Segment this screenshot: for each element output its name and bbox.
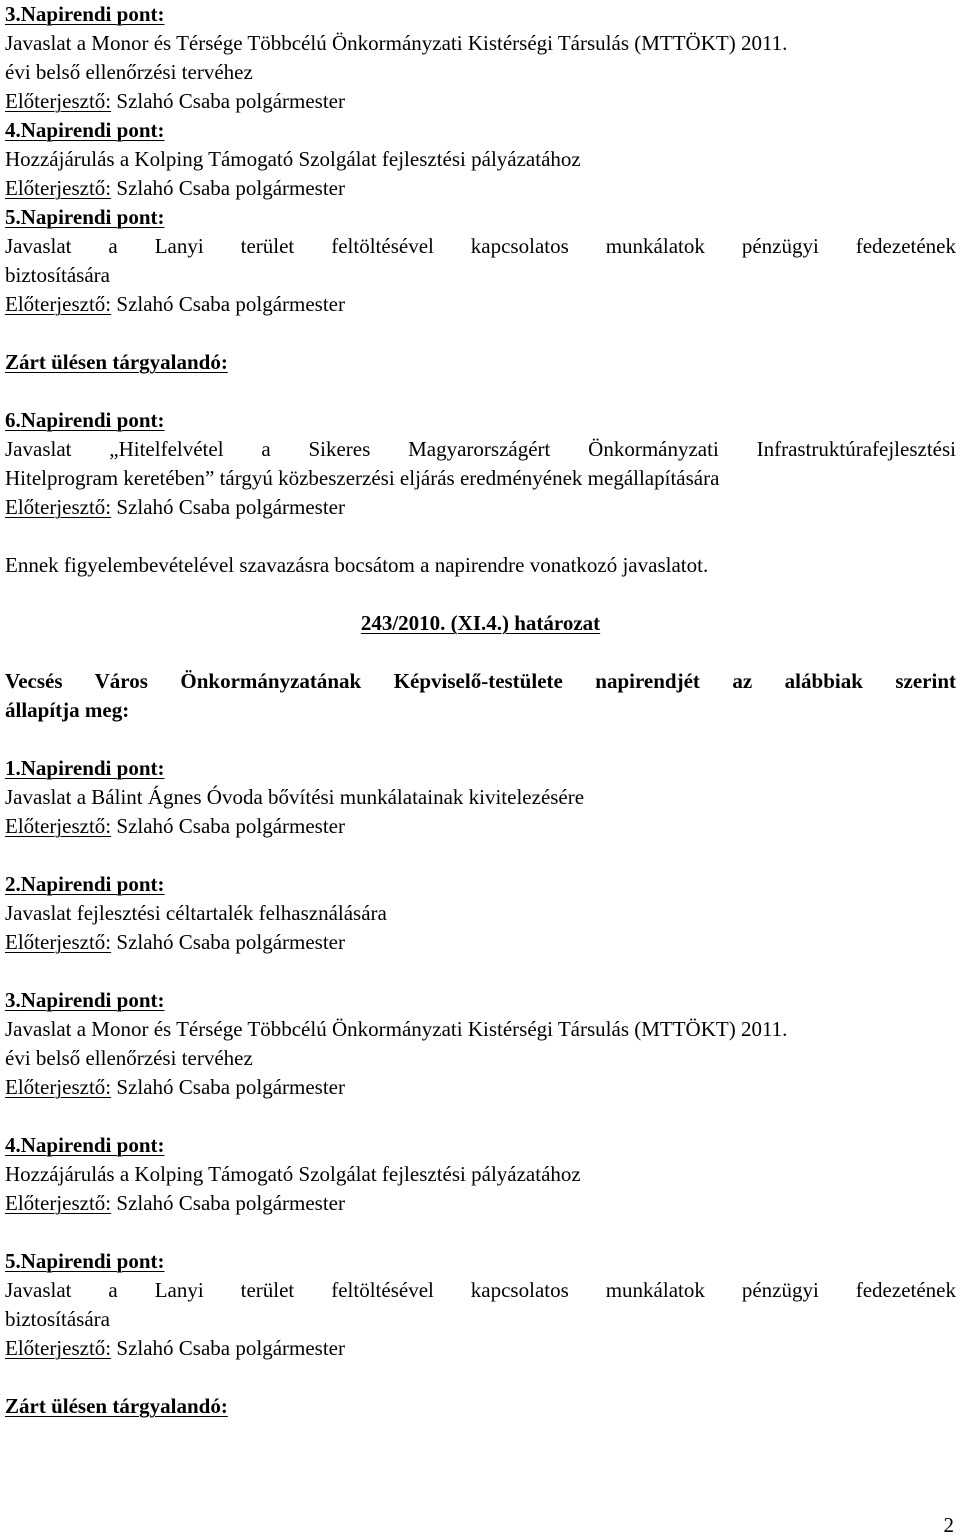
presenter-line [5, 812, 956, 841]
presenter-line [5, 1073, 956, 1102]
agenda-item-heading [5, 116, 956, 145]
presenter-line [5, 1334, 956, 1363]
agenda-item-text-line: Javaslat a Lanyi terület feltöltésével kapcsolatos munkálatok pénzügyi fedezetének [5, 234, 956, 258]
agenda-item-number: 3. [5, 2, 21, 26]
spacer [5, 1102, 956, 1131]
agenda-item-heading-text: Napirendi pont: [20, 988, 165, 1012]
presenter-label: Előterjesztő: [5, 292, 112, 316]
agenda-item-text-line: Hitelprogram keretében” tárgyú közbeszerzési eljárás eredményének megállapítására [5, 466, 720, 490]
agenda-item-heading-text: Napirendi pont: [20, 2, 165, 26]
resolution-title [5, 609, 956, 638]
spacer [5, 319, 956, 348]
agenda-item-5 [5, 1247, 956, 1363]
agenda-item-text-line: Javaslat „Hitelfelvétel a Sikeres Magyarországért Önkormányzati Infrastruktúrafejlesztési [5, 437, 956, 461]
agenda-item-1 [5, 754, 956, 841]
agenda-item-text-line: Javaslat a Bálint Ágnes Óvoda bővítési munkálatainak kivitelezésére [5, 785, 585, 809]
presenter-name: Szlahó Csaba polgármester [111, 1191, 345, 1215]
agenda-item-number: 1. [5, 756, 21, 780]
agenda-item-text-line: Hozzájárulás a Kolping Támogató Szolgálat fejlesztési pályázatához [5, 147, 581, 171]
presenter-line [5, 174, 956, 203]
agenda-item-heading-text: Napirendi pont: [20, 756, 165, 780]
presenter-label: Előterjesztő: [5, 176, 112, 200]
agenda-item-heading-text: Napirendi pont: [20, 205, 165, 229]
agenda-item-text-line: Javaslat a Monor és Térsége Többcélú Önkormányzati Kistérségi Társulás (MTTÖKT) 2011. [5, 1017, 788, 1041]
presenter-label: Előterjesztő: [5, 1191, 112, 1215]
presenter-name: Szlahó Csaba polgármester [111, 1336, 345, 1360]
agenda-item-6 [5, 406, 956, 522]
presenter-line [5, 290, 956, 319]
presenter-line [5, 928, 956, 957]
presenter-line [5, 493, 956, 522]
agenda-item-text-line: évi belső ellenőrzési tervéhez [5, 1046, 253, 1070]
presenter-label: Előterjesztő: [5, 930, 112, 954]
agenda-item-heading-text: Napirendi pont: [20, 118, 165, 142]
presenter-line [5, 87, 956, 116]
agenda-item-number: 4. [5, 118, 21, 142]
agenda-item-text-line: évi belső ellenőrzési tervéhez [5, 60, 253, 84]
presenter-name: Szlahó Csaba polgármester [111, 292, 345, 316]
agenda-item-heading-text: Napirendi pont: [20, 1249, 165, 1273]
agenda-item-4 [5, 1131, 956, 1218]
presenter-name: Szlahó Csaba polgármester [111, 1075, 345, 1099]
agenda-item-text-line: Javaslat a Monor és Térsége Többcélú Önkormányzati Kistérségi Társulás (MTTÖKT) 2011. [5, 31, 788, 55]
agenda-item-text-line: Javaslat a Lanyi terület feltöltésével kapcsolatos munkálatok pénzügyi fedezetének [5, 1278, 956, 1302]
agenda-item-number: 2. [5, 872, 21, 896]
spacer [5, 957, 956, 986]
presenter-line [5, 1189, 956, 1218]
agenda-item-heading [5, 406, 956, 435]
agenda-item-heading [5, 1247, 956, 1276]
presenter-label: Előterjesztő: [5, 814, 112, 838]
resolution-intro-line: állapítja meg: [5, 698, 130, 722]
spacer [5, 1218, 956, 1247]
agenda-item-text-line: Hozzájárulás a Kolping Támogató Szolgálat fejlesztési pályázatához [5, 1162, 581, 1186]
spacer [5, 522, 956, 551]
presenter-label: Előterjesztő: [5, 89, 112, 113]
presenter-name: Szlahó Csaba polgármester [111, 930, 345, 954]
agenda-item-3 [5, 986, 956, 1102]
agenda-item-2 [5, 870, 956, 957]
agenda-item-heading [5, 986, 956, 1015]
spacer [5, 725, 956, 754]
agenda-item-intro-3 [5, 0, 956, 116]
agenda-item-number: 4. [5, 1133, 21, 1157]
agenda-item-heading [5, 203, 956, 232]
presenter-name: Szlahó Csaba polgármester [111, 495, 345, 519]
presenter-label: Előterjesztő: [5, 495, 112, 519]
resolution-intro [5, 667, 956, 725]
presenter-name: Szlahó Csaba polgármester [111, 89, 345, 113]
presenter-name: Szlahó Csaba polgármester [111, 814, 345, 838]
document-page [5, 0, 956, 1421]
agenda-item-number: 5. [5, 205, 21, 229]
agenda-item-text-line: biztosítására [5, 1307, 110, 1331]
presenter-name: Szlahó Csaba polgármester [111, 176, 345, 200]
resolution-title-text: 243/2010. (XI.4.) határozat [360, 611, 601, 635]
spacer [5, 1363, 956, 1392]
vote-text: Ennek figyelembevételével szavazásra bocsátom a napirendre vonatkozó javaslatot. [5, 553, 709, 577]
presenter-label: Előterjesztő: [5, 1336, 112, 1360]
agenda-item-text-line: Javaslat fejlesztési céltartalék felhasználására [5, 901, 387, 925]
spacer [5, 841, 956, 870]
resolution-intro-line: Vecsés Város Önkormányzatának Képviselő-testülete napirendjét az alábbiak szerint [5, 669, 956, 693]
agenda-item-heading [5, 870, 956, 899]
closed-session-heading: Zárt ülésen tárgyalandó: [5, 350, 228, 374]
agenda-item-number: 6. [5, 408, 21, 432]
agenda-item-intro-5 [5, 203, 956, 319]
closed-session-heading: Zárt ülésen tárgyalandó: [5, 1394, 228, 1418]
presenter-label: Előterjesztő: [5, 1075, 112, 1099]
agenda-item-intro-4 [5, 116, 956, 203]
agenda-item-number: 5. [5, 1249, 21, 1273]
spacer [5, 377, 956, 406]
agenda-item-text-line: biztosítására [5, 263, 110, 287]
spacer [5, 580, 956, 609]
agenda-item-heading [5, 0, 956, 29]
agenda-item-heading [5, 1131, 956, 1160]
agenda-item-number: 3. [5, 988, 21, 1012]
spacer [5, 638, 956, 667]
agenda-item-heading-text: Napirendi pont: [20, 872, 165, 896]
agenda-item-heading-text: Napirendi pont: [20, 1133, 165, 1157]
agenda-item-heading-text: Napirendi pont: [20, 408, 165, 432]
page-number: 2 [943, 1513, 954, 1537]
agenda-item-heading [5, 754, 956, 783]
